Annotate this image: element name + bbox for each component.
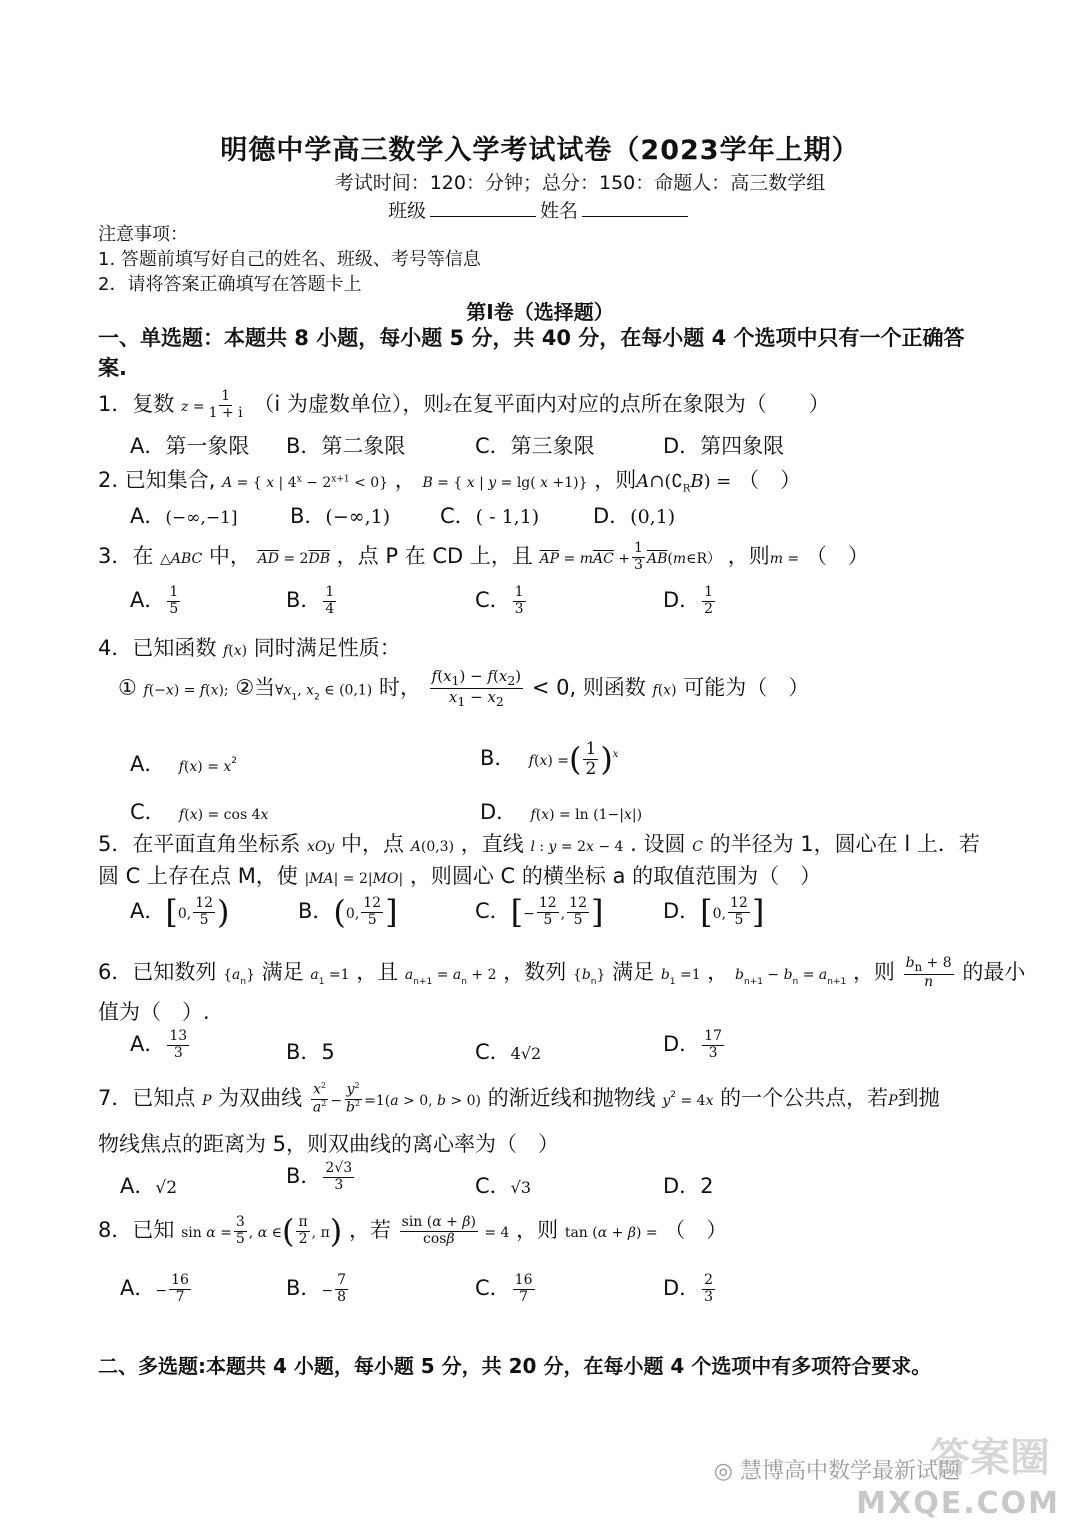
question-6-line2: 值为（ ）. bbox=[98, 1000, 210, 1024]
question-8: 8．已知 sin α = $\frac{3}{5}$ , α ∈( $\frac{\pi}{2}$ , π) ，若 $\frac{\sin (\alpha + \beta)}{\cos\beta}$ = 4 ，则 tan (α + β) = （ ） bbox=[98, 1212, 728, 1250]
q6-option-b[interactable]: B．5 bbox=[286, 1040, 335, 1064]
notes-heading: 注意事项： bbox=[98, 224, 188, 245]
q3-option-d[interactable]: D． $\frac{1}{2}$ bbox=[663, 584, 714, 617]
q6-option-d[interactable]: D． $\frac{17}{3}$ bbox=[663, 1028, 722, 1061]
section1-line1: 一、单选题：本题共 8 小题，每小题 5 分，共 40 分，在每小题 4 个选项中只有一个正确答 bbox=[98, 326, 965, 350]
q1-option-c[interactable]: C．第三象限 bbox=[475, 434, 595, 458]
q7-option-a[interactable]: A．√2 bbox=[120, 1174, 178, 1198]
q4-option-a[interactable]: A． $f(x) = x^2$ bbox=[130, 752, 238, 776]
q2-option-d[interactable]: D．(0,1) bbox=[593, 504, 676, 528]
q5-option-a[interactable]: A．[0, $\frac{12}{5}$ ) bbox=[130, 893, 230, 931]
question-5: 5．在平面直角坐标系 xOy 中，点 A(0,3) ，直线 l : y = 2x − 4 . 设圆 C 的半径为 1，圆心在 l 上．若 bbox=[98, 832, 980, 856]
question-7: 7．已知点 P 为双曲线 $\frac{x^2}{a^2}$ − $\frac{y^2}{b^2}$ =1(a > 0, b > 0) 的渐近线和抛物线 $y^2 = 4x$ 的一个公共点，若P到抛 bbox=[98, 1081, 940, 1116]
watermark-logo: 答案圈 bbox=[930, 1435, 1050, 1481]
q1-option-a[interactable]: A．第一象限 bbox=[130, 434, 250, 458]
wechat-icon: ◎ bbox=[713, 1459, 740, 1484]
exam-title: 明德中学高三数学入学考试试卷（2023学年上期） bbox=[220, 135, 860, 166]
q7-option-d[interactable]: D．2 bbox=[663, 1174, 714, 1198]
question-2: 2. 已知集合, A = { x | $4^x - 2^{x+1} < 0$} ， B = { x | y = lg( x +1)} ，则$A\cap(∁_RB)$ = （ ） bbox=[98, 468, 802, 495]
note-item-2: 2．请将答案正确填写在答题卡上 bbox=[98, 274, 362, 295]
q3-option-b[interactable]: B． $\frac{1}{4}$ bbox=[286, 584, 335, 617]
section2-heading: 二、多选题:本题共 4 小题，每小题 5 分，共 20 分，在每小题 4 个选项中有多项符合要求。 bbox=[98, 1354, 932, 1378]
q5-option-c[interactable]: C．[− $\frac{12}{5}$ , $\frac{12}{5}$ ] bbox=[475, 893, 604, 931]
q8-option-a[interactable]: A．− $\frac{16}{7}$ bbox=[120, 1272, 189, 1305]
q1-option-b[interactable]: B．第二象限 bbox=[286, 434, 406, 458]
q2-option-b[interactable]: B．(−∞,1) bbox=[290, 504, 391, 528]
question-7-line2: 物线焦点的距离为 5，则双曲线的离心率为（ ） bbox=[98, 1132, 560, 1156]
q4-option-c[interactable]: C． f(x) = cos 4x bbox=[130, 800, 269, 824]
question-5-line2: 圆 C 上存在点 M，使 |MA| = 2|MO| ，则圆心 C 的横坐标 a 的取值范围为（ ） bbox=[98, 864, 822, 888]
q2-option-c[interactable]: C．( - 1,1) bbox=[440, 504, 540, 528]
exam-info: 考试时间：120：分钟；总分：150：命题人：高三数学组 bbox=[334, 172, 826, 194]
q8-option-c[interactable]: C． $\frac{16}{7}$ bbox=[475, 1272, 533, 1305]
question-3: 3．在 △ABC 中， $\overline{AD} = 2\overline{DB}$ ，点 P 在 CD 上，且 $\overline{AP} = m\overline{AC}$ + $\frac{1}{3}$ $\overline{AB}(m\in R)$ ，则m = （ ） bbox=[98, 540, 869, 573]
question-4: 4．已知函数 f(x) 同时满足性质： bbox=[98, 636, 401, 660]
question-6: 6．已知数列 $\{a_n\}$ 满足 $a_1 =1$ ，且 $a_{n+1} = a_n + 2$ ，数列 $\{b_n\}$ 满足 $b_1 =1$ ， $b_{n+1} - b_n = a_{n+1}$ ，则 $\frac{b_n + 8}{n}$ 的最小 bbox=[98, 955, 1026, 990]
name-blank bbox=[582, 198, 688, 217]
q1-option-d[interactable]: D．第四象限 bbox=[663, 434, 785, 458]
watermark-site: MXQE.COM bbox=[856, 1486, 1060, 1521]
q3-option-a[interactable]: A． $\frac{1}{5}$ bbox=[130, 584, 179, 617]
q8-option-b[interactable]: B．− $\frac{7}{8}$ bbox=[286, 1272, 347, 1305]
q4-option-b[interactable]: B． f(x) =( $\frac{1}{2}$ )$^x$ bbox=[480, 739, 619, 779]
watermark-source: ◎ 慧博高中数学最新试题 bbox=[713, 1459, 960, 1484]
q3-option-c[interactable]: C． $\frac{1}{3}$ bbox=[475, 584, 524, 617]
q5-option-d[interactable]: D．[0, $\frac{12}{5}$ ] bbox=[663, 893, 765, 931]
class-blank bbox=[430, 198, 536, 217]
q8-option-d[interactable]: D． $\frac{2}{3}$ bbox=[663, 1272, 714, 1305]
q2-option-a[interactable]: A．(−∞,−1] bbox=[130, 504, 238, 528]
q7-option-b[interactable]: B． $\frac{2√3}{3}$ bbox=[286, 1160, 353, 1193]
q6-option-a[interactable]: A． $\frac{13}{3}$ bbox=[130, 1028, 188, 1061]
q4-conditions: ① f(−x) = f(x); ②当$\forall x_1$, $x_2$ ∈ (0,1) 时， $\frac{f(x_1) - f(x_2)}{x_1 - x_2}$ < 0, 则函数 f(x) 可能为（ ） bbox=[118, 667, 810, 709]
q5-option-b[interactable]: B．(0, $\frac{12}{5}$ ] bbox=[298, 893, 398, 931]
question-1: 1．复数 z = $\frac{1}{1 + i}$ （i 为虚数单位），则z在复平面内对应的点所在象限为（ ） bbox=[98, 388, 830, 421]
class-name-line bbox=[0, 196, 1080, 223]
part1-heading: 第Ⅰ卷（选择题） bbox=[466, 300, 614, 324]
name-label: 姓名 bbox=[540, 200, 579, 222]
section1-line2: 案. bbox=[98, 356, 127, 380]
q6-option-c[interactable]: C．4√2 bbox=[475, 1040, 542, 1064]
q4-option-d[interactable]: D． f(x) = ln (1−|x|) bbox=[480, 800, 643, 824]
q7-option-c[interactable]: C．√3 bbox=[475, 1174, 532, 1198]
class-label: 班级 bbox=[387, 200, 426, 222]
note-item-1: 1. 答题前填写好自己的姓名、班级、考号等信息 bbox=[98, 249, 481, 270]
